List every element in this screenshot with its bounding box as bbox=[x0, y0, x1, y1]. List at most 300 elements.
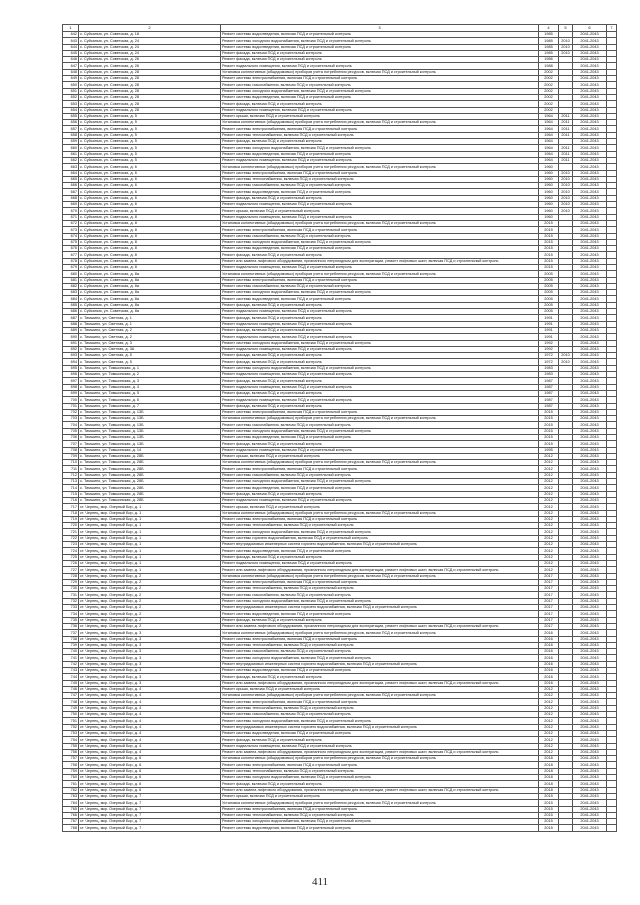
commission-year-cell: 1964 bbox=[539, 139, 559, 145]
planned-period-cell: 2041-2043 bbox=[573, 258, 607, 264]
work-type-cell: Установка коллективных (общедомовых) приборов учета потребления ресурсов, включая ПСД и строительный контроль bbox=[221, 756, 539, 762]
address-cell: ст. Чернец, мкр. Озерный Бор, д. 4 bbox=[79, 730, 221, 736]
row-number-cell: 660 bbox=[63, 145, 79, 151]
row-number-cell: 746 bbox=[63, 686, 79, 692]
address-cell: ст. Чернец, мкр. Озерный Бор, д. 6 bbox=[79, 781, 221, 787]
commission-year-cell: 2002 bbox=[539, 82, 559, 88]
address-cell: с. Суйсанью, ул. Советская, д. 8а bbox=[79, 290, 221, 296]
planned-period-cell: 2041-2043 bbox=[573, 384, 607, 390]
row-number-cell: 667 bbox=[63, 189, 79, 195]
commission-year-cell: 2018 bbox=[539, 768, 559, 774]
work-type-cell: Ремонт системы электроснабжения, включая ПСД и строительный контроль bbox=[221, 466, 539, 472]
row-number-cell: 693 bbox=[63, 353, 79, 359]
commission-year-cell: 2012 bbox=[539, 479, 559, 485]
address-cell: с. Суйсанью, ул. Советская, д. 28 bbox=[79, 101, 221, 107]
row-number-cell: 664 bbox=[63, 170, 79, 176]
planned-period-cell: 2041-2043 bbox=[573, 756, 607, 762]
work-type-cell: Ремонт крыши, включая ПСД и строительный контроль bbox=[221, 113, 539, 119]
work-type-cell: Ремонт фасада, включая ПСД и строительный контроль bbox=[221, 378, 539, 384]
work-type-cell: Ремонт системы теплоснабжения, включая ПСД и строительный контроль bbox=[221, 523, 539, 529]
planned-period-cell: 2041-2043 bbox=[573, 208, 607, 214]
work-type-cell: Ремонт системы электроснабжения, включая ПСД и строительный контроль bbox=[221, 806, 539, 812]
planned-period-cell: 2041-2043 bbox=[573, 491, 607, 497]
row-number-cell: 694 bbox=[63, 359, 79, 365]
work-type-cell: Ремонт фасада, включая ПСД и строительный контроль bbox=[221, 737, 539, 743]
address-cell: ст. Чернец, мкр. Озерный Бор, д. 1 bbox=[79, 529, 221, 535]
planned-period-cell: 2041-2043 bbox=[573, 57, 607, 63]
address-cell: ст. Чернец, мкр. Озерный Бор, д. 6 bbox=[79, 775, 221, 781]
work-type-cell: Ремонт подвального помещения, включая ПСД и строительный контроль bbox=[221, 309, 539, 315]
row-number-cell: 665 bbox=[63, 176, 79, 182]
address-cell: с. Суйсанью, ул. Советская, д. 6 bbox=[79, 195, 221, 201]
row-number-cell: 726 bbox=[63, 560, 79, 566]
work-type-cell: Ремонт системы газоснабжения, включая ПСД и строительный контроль bbox=[221, 649, 539, 655]
commission-year-cell: 1985 bbox=[539, 50, 559, 56]
address-cell: с. Тимшино, ул. Светлая, д. 5 bbox=[79, 359, 221, 365]
last-repair-year-cell: 2011 bbox=[559, 132, 573, 138]
planned-period-cell: 2041-2043 bbox=[573, 189, 607, 195]
planned-period-cell: 2041-2043 bbox=[573, 743, 607, 749]
work-type-cell: Ремонт фасада, включая ПСД и строительный контроль bbox=[221, 302, 539, 308]
planned-period-cell: 2041-2043 bbox=[573, 296, 607, 302]
planned-period-cell: 2041-2043 bbox=[573, 44, 607, 50]
planned-period-cell: 2041-2043 bbox=[573, 724, 607, 730]
work-type-cell: Установка коллективных (общедомовых) приборов учета потребления ресурсов, включая ПСД и строительный контроль bbox=[221, 693, 539, 699]
commission-year-cell: 1991 bbox=[539, 327, 559, 333]
commission-year-cell: 1992 bbox=[539, 340, 559, 346]
address-cell: с. Суйсанью, ул. Советская, д. 5 bbox=[79, 113, 221, 119]
commission-year-cell: 1987 bbox=[539, 397, 559, 403]
planned-period-cell: 2041-2043 bbox=[573, 346, 607, 352]
commission-year-cell: 1960 bbox=[539, 195, 559, 201]
commission-year-cell: 2012 bbox=[539, 516, 559, 522]
planned-period-cell: 2041-2043 bbox=[573, 510, 607, 516]
row-number-cell: 711 bbox=[63, 466, 79, 472]
row-number-cell: 670 bbox=[63, 208, 79, 214]
work-type-cell: Ремонт системы газоснабжения, включая ПСД и строительный контроль bbox=[221, 712, 539, 718]
row-number-cell: 692 bbox=[63, 346, 79, 352]
row-number-cell: 762 bbox=[63, 787, 79, 793]
row-number-cell: 705 bbox=[63, 428, 79, 434]
row-number-cell: 683 bbox=[63, 290, 79, 296]
planned-period-cell: 2041-2043 bbox=[573, 523, 607, 529]
commission-year-cell: 1964 bbox=[539, 120, 559, 126]
commission-year-cell: 1985 bbox=[539, 38, 559, 44]
address-cell: ст. Чернец, мкр. Озерный Бор, д. 6 bbox=[79, 756, 221, 762]
table-header-row bbox=[63, 25, 617, 32]
address-cell: с. Тимшино, ул. Тимшинская, д. 2 bbox=[79, 372, 221, 378]
row-number-cell: 695 bbox=[63, 365, 79, 371]
work-type-cell: Ремонт фасада, включая ПСД и строительный контроль bbox=[221, 403, 539, 409]
work-type-cell: Ремонт подвального помещения, включая ПСД и строительный контроль bbox=[221, 384, 539, 390]
planned-period-cell: 2041-2043 bbox=[573, 737, 607, 743]
planned-period-cell: 2041-2043 bbox=[573, 403, 607, 409]
work-type-cell: Ремонт или замена лифтового оборудования, признанного непригодным для эксплуатации, ремонт лифтовых шахт, включая ПСД и строительный контроль bbox=[221, 749, 539, 755]
planned-period-cell: 2041-2043 bbox=[573, 176, 607, 182]
commission-year-cell: 2015 bbox=[539, 435, 559, 441]
work-type-cell: Установка коллективных (общедомовых) приборов учета потребления ресурсов, включая ПСД и строительный контроль bbox=[221, 271, 539, 277]
commission-year-cell: 2005 bbox=[539, 296, 559, 302]
commission-year-cell: 2017 bbox=[539, 605, 559, 611]
planned-period-cell: 2041-2043 bbox=[573, 76, 607, 82]
row-number-cell: 747 bbox=[63, 693, 79, 699]
column-number-1: 1 bbox=[63, 25, 79, 32]
work-type-cell: Ремонт фасада, включая ПСД и строительный контроль bbox=[221, 50, 539, 56]
planned-period-cell: 2041-2043 bbox=[573, 428, 607, 434]
work-type-cell: Ремонт подвального помещения, включая ПСД и строительный контроль bbox=[221, 743, 539, 749]
planned-period-cell: 2041-2043 bbox=[573, 151, 607, 157]
planned-period-cell: 2041-2043 bbox=[573, 290, 607, 296]
row-number-cell: 748 bbox=[63, 699, 79, 705]
row-number-cell: 753 bbox=[63, 730, 79, 736]
row-number-cell: 704 bbox=[63, 422, 79, 428]
address-cell: ст. Чернец, мкр. Озерный Бор, д. 3 bbox=[79, 636, 221, 642]
last-repair-year-cell: 2011 bbox=[559, 126, 573, 132]
commission-year-cell: 2015 bbox=[539, 812, 559, 818]
address-cell: с. Суйсанью, ул. Советская, д. 5 bbox=[79, 145, 221, 151]
row-number-cell: 767 bbox=[63, 819, 79, 825]
planned-period-cell: 2041-2043 bbox=[573, 101, 607, 107]
commission-year-cell: 2016 bbox=[539, 661, 559, 667]
row-number-cell: 686 bbox=[63, 309, 79, 315]
commission-year-cell: 1988 bbox=[539, 63, 559, 69]
work-type-cell: Ремонт системы газоснабжения, включая ПСД и строительный контроль bbox=[221, 283, 539, 289]
address-cell: с. Суйсанью, ул. Советская, д. 6 bbox=[79, 202, 221, 208]
planned-period-cell: 2041-2043 bbox=[573, 560, 607, 566]
commission-year-cell: 2016 bbox=[539, 636, 559, 642]
row-number-cell: 679 bbox=[63, 264, 79, 270]
row-number-cell: 654 bbox=[63, 107, 79, 113]
commission-year-cell: 2012 bbox=[539, 560, 559, 566]
work-type-cell: Ремонт фасада, включая ПСД и строительный контроль bbox=[221, 674, 539, 680]
commission-year-cell: 2012 bbox=[539, 705, 559, 711]
address-cell: с. Суйсанью, ул. Советская, д. 5 bbox=[79, 139, 221, 145]
row-number-cell: 741 bbox=[63, 655, 79, 661]
work-type-cell: Ремонт подвального помещения, включая ПСД и строительный контроль bbox=[221, 264, 539, 270]
row-number-cell: 764 bbox=[63, 800, 79, 806]
row-number-cell: 649 bbox=[63, 76, 79, 82]
commission-year-cell: 2012 bbox=[539, 485, 559, 491]
address-cell: ст. Чернец, мкр. Озерный Бор, д. 4 bbox=[79, 699, 221, 705]
planned-period-cell: 2041-2043 bbox=[573, 227, 607, 233]
work-type-cell: Ремонт системы газоснабжения, включая ПСД и строительный контроль bbox=[221, 183, 539, 189]
planned-period-cell: 2041-2043 bbox=[573, 730, 607, 736]
commission-year-cell: 1960 bbox=[539, 170, 559, 176]
planned-period-cell: 2041-2043 bbox=[573, 409, 607, 415]
address-cell: с. Суйсанью, ул. Советская, д. 8 bbox=[79, 258, 221, 264]
commission-year-cell: 1985 bbox=[539, 44, 559, 50]
row-number-cell: 750 bbox=[63, 712, 79, 718]
planned-period-cell: 2041-2043 bbox=[573, 277, 607, 283]
last-repair-year-cell: 2010 bbox=[559, 353, 573, 359]
work-type-cell: Ремонт фасада, включая ПСД и строительный контроль bbox=[221, 195, 539, 201]
planned-period-cell: 2041-2043 bbox=[573, 164, 607, 170]
address-cell: ст. Чернец, мкр. Озерный Бор, д. 1 bbox=[79, 535, 221, 541]
last-repair-year-cell: 2010 bbox=[559, 208, 573, 214]
commission-year-cell: 2012 bbox=[539, 749, 559, 755]
commission-year-cell: 2016 bbox=[539, 649, 559, 655]
row-number-cell: 689 bbox=[63, 327, 79, 333]
commission-year-cell: 2017 bbox=[539, 623, 559, 629]
planned-period-cell: 2041-2043 bbox=[573, 183, 607, 189]
work-type-cell: Ремонт фасада, включая ПСД и строительный контроль bbox=[221, 252, 539, 258]
work-type-cell: Ремонт системы теплоснабжения, включая ПСД и строительный контроль bbox=[221, 176, 539, 182]
row-number-cell: 745 bbox=[63, 680, 79, 686]
planned-period-cell: 2041-2043 bbox=[573, 302, 607, 308]
planned-period-cell: 2041-2043 bbox=[573, 233, 607, 239]
commission-year-cell: 2012 bbox=[539, 718, 559, 724]
work-type-cell: Ремонт подвального помещения, включая ПСД и строительный контроль bbox=[221, 63, 539, 69]
commission-year-cell: 2005 bbox=[539, 271, 559, 277]
planned-period-cell: 2041-2043 bbox=[573, 435, 607, 441]
planned-period-cell: 2041-2043 bbox=[573, 334, 607, 340]
work-type-cell: Ремонт системы теплоснабжения, включая ПСД и строительный контроль bbox=[221, 586, 539, 592]
row-number-cell: 708 bbox=[63, 447, 79, 453]
column-number-3: 3 bbox=[221, 25, 539, 32]
commission-year-cell: 2002 bbox=[539, 69, 559, 75]
row-number-cell: 702 bbox=[63, 409, 79, 415]
work-type-cell: Ремонт фасада, включая ПСД и строительный контроль bbox=[221, 554, 539, 560]
commission-year-cell: 1972 bbox=[539, 359, 559, 365]
commission-year-cell: 2002 bbox=[539, 76, 559, 82]
planned-period-cell: 2041-2043 bbox=[573, 139, 607, 145]
commission-year-cell: 2015 bbox=[539, 227, 559, 233]
row-number-cell: 642 bbox=[63, 32, 79, 38]
row-number-cell: 656 bbox=[63, 120, 79, 126]
address-cell: с. Тимшино, ул. Тимшинская, д. 13Б bbox=[79, 441, 221, 447]
row-number-cell: 676 bbox=[63, 246, 79, 252]
planned-period-cell: 2041-2043 bbox=[573, 504, 607, 510]
planned-period-cell: 2041-2043 bbox=[573, 718, 607, 724]
row-number-cell: 755 bbox=[63, 743, 79, 749]
work-type-cell: Ремонт системы холодного водоснабжения, включая ПСД и строительный контроль bbox=[221, 819, 539, 825]
address-cell: с. Суйсанью, ул. Советская, д. 8а bbox=[79, 271, 221, 277]
row-number-cell: 655 bbox=[63, 113, 79, 119]
row-number-cell: 716 bbox=[63, 497, 79, 503]
row-number-cell: 677 bbox=[63, 252, 79, 258]
row-number-cell: 669 bbox=[63, 202, 79, 208]
address-cell: ст. Чернец, мкр. Озерный Бор, д. 2 bbox=[79, 573, 221, 579]
work-type-cell: Ремонт системы холодного водоснабжения, включая ПСД и строительный контроль bbox=[221, 38, 539, 44]
address-cell: ст. Чернец, мкр. Озерный Бор, д. 1 bbox=[79, 567, 221, 573]
row-number-cell: 685 bbox=[63, 302, 79, 308]
page-number: 411 bbox=[311, 876, 329, 888]
address-cell: с. Суйсанью, ул. Советская, д. 8а bbox=[79, 302, 221, 308]
commission-year-cell: 1992 bbox=[539, 346, 559, 352]
address-cell: с. Суйсанью, ул. Советская, д. 6 bbox=[79, 164, 221, 170]
row-number-cell: 727 bbox=[63, 567, 79, 573]
work-type-cell: Ремонт подвального помещения, включая ПСД и строительный контроль bbox=[221, 157, 539, 163]
address-cell: с. Суйсанью, ул. Советская, д. 8 bbox=[79, 264, 221, 270]
work-type-cell: Ремонт крыши, включая ПСД и строительный контроль bbox=[221, 504, 539, 510]
address-cell: с. Суйсанью, ул. Советская, д. 8 bbox=[79, 208, 221, 214]
commission-year-cell: 2012 bbox=[539, 453, 559, 459]
last-repair-year-cell: 2011 bbox=[559, 113, 573, 119]
work-type-cell: Ремонт фасада, включая ПСД и строительный контроль bbox=[221, 781, 539, 787]
last-repair-year-cell: 2010 bbox=[559, 195, 573, 201]
commission-year-cell: 2015 bbox=[539, 800, 559, 806]
planned-period-cell: 2041-2043 bbox=[573, 649, 607, 655]
planned-period-cell: 2041-2043 bbox=[573, 315, 607, 321]
planned-period-cell: 2041-2043 bbox=[573, 264, 607, 270]
address-cell: с. Суйсанью, ул. Советская, д. 8а bbox=[79, 277, 221, 283]
last-repair-year-cell: 2011 bbox=[559, 145, 573, 151]
work-type-cell: Ремонт подвального помещения, включая ПСД и строительный контроль bbox=[221, 334, 539, 340]
commission-year-cell: 1985 bbox=[539, 32, 559, 38]
planned-period-cell: 2041-2043 bbox=[573, 705, 607, 711]
planned-period-cell: 2041-2043 bbox=[573, 32, 607, 38]
work-type-cell: Ремонт системы холодного водоснабжения, включая ПСД и строительный контроль bbox=[221, 598, 539, 604]
address-cell: ст. Чернец, мкр. Озерный Бор, д. 1 bbox=[79, 510, 221, 516]
planned-period-cell: 2041-2043 bbox=[573, 768, 607, 774]
work-type-cell: Установка коллективных (общедомовых) приборов учета потребления ресурсов, включая ПСД и строительный контроль bbox=[221, 510, 539, 516]
address-cell: с. Суйсанью, ул. Советская, д. 28 bbox=[79, 107, 221, 113]
work-type-cell: Ремонт или замена лифтового оборудования, признанного непригодным для эксплуатации, ремонт лифтовых шахт, включая ПСД и строительный контроль bbox=[221, 567, 539, 573]
work-type-cell: Ремонт системы теплоснабжения, включая ПСД и строительный контроль bbox=[221, 642, 539, 648]
address-cell: с. Суйсанью, ул. Советская, д. 26 bbox=[79, 63, 221, 69]
planned-period-cell: 2041-2043 bbox=[573, 667, 607, 673]
address-cell: с. Тимшино, ул. Тимшинская, д. 13Б bbox=[79, 416, 221, 422]
row-number-cell: 709 bbox=[63, 453, 79, 459]
address-cell: ст. Чернец, мкр. Озерный Бор, д. 4 bbox=[79, 693, 221, 699]
work-type-cell: Ремонт системы газоснабжения, включая ПСД и строительный контроль bbox=[221, 233, 539, 239]
row-number-cell: 763 bbox=[63, 793, 79, 799]
address-cell: с. Тимшино, ул. Тимшинская, д. 28Б bbox=[79, 453, 221, 459]
last-repair-year-cell: 2010 bbox=[559, 50, 573, 56]
planned-period-cell: 2041-2043 bbox=[573, 50, 607, 56]
commission-year-cell: 2016 bbox=[539, 667, 559, 673]
row-number-cell: 647 bbox=[63, 63, 79, 69]
planned-period-cell: 2041-2043 bbox=[573, 453, 607, 459]
planned-period-cell: 2041-2043 bbox=[573, 800, 607, 806]
row-number-cell: 724 bbox=[63, 548, 79, 554]
work-type-cell: Установка коллективных (общедомовых) приборов учета потребления ресурсов, включая ПСД и строительный контроль bbox=[221, 800, 539, 806]
planned-period-cell: 2041-2043 bbox=[573, 762, 607, 768]
commission-year-cell: 1960 bbox=[539, 214, 559, 220]
planned-period-cell: 2041-2043 bbox=[573, 605, 607, 611]
planned-period-cell: 2041-2043 bbox=[573, 466, 607, 472]
last-repair-year-cell: 2011 bbox=[559, 120, 573, 126]
work-type-cell: Ремонт системы холодного водоснабжения, включая ПСД и строительный контроль bbox=[221, 718, 539, 724]
row-number-cell: 749 bbox=[63, 705, 79, 711]
commission-year-cell: 1960 bbox=[539, 183, 559, 189]
planned-period-cell: 2041-2043 bbox=[573, 157, 607, 163]
work-type-cell: Установка коллективных (общедомовых) приборов учета потребления ресурсов, включая ПСД и строительный контроль bbox=[221, 164, 539, 170]
work-type-cell: Ремонт системы холодного водоснабжения, включая ПСД и строительный контроль bbox=[221, 775, 539, 781]
address-cell: с. Тимшино, ул. Тимшинская, д. 13Б bbox=[79, 428, 221, 434]
work-type-cell: Установка коллективных (общедомовых) приборов учета потребления ресурсов, включая ПСД и строительный контроль bbox=[221, 630, 539, 636]
address-cell: ст. Чернец, мкр. Озерный Бор, д. 6 bbox=[79, 768, 221, 774]
work-type-cell: Установка коллективных (общедомовых) приборов учета потребления ресурсов, включая ПСД и строительный контроль bbox=[221, 220, 539, 226]
planned-period-cell: 2041-2043 bbox=[573, 422, 607, 428]
address-cell: ст. Чернец, мкр. Озерный Бор, д. 6 bbox=[79, 787, 221, 793]
row-number-cell: 668 bbox=[63, 195, 79, 201]
planned-period-cell: 2041-2043 bbox=[573, 220, 607, 226]
row-number-cell: 721 bbox=[63, 529, 79, 535]
address-cell: ст. Чернец, мкр. Озерный Бор, д. 2 bbox=[79, 592, 221, 598]
row-number-cell: 751 bbox=[63, 718, 79, 724]
work-type-cell: Ремонт системы водоотведения, включая ПСД и строительный контроль bbox=[221, 667, 539, 673]
work-type-cell: Ремонт фасада, включая ПСД и строительный контроль bbox=[221, 359, 539, 365]
row-number-cell: 698 bbox=[63, 384, 79, 390]
address-cell: ст. Чернец, мкр. Озерный Бор, д. 3 bbox=[79, 667, 221, 673]
commission-year-cell: 2012 bbox=[539, 737, 559, 743]
row-number-cell: 743 bbox=[63, 667, 79, 673]
work-type-cell: Ремонт системы водоотведения, включая ПСД и строительный контроль bbox=[221, 151, 539, 157]
last-repair-year-cell: 2010 bbox=[559, 38, 573, 44]
row-number-cell: 737 bbox=[63, 630, 79, 636]
planned-period-cell: 2041-2043 bbox=[573, 781, 607, 787]
commission-year-cell: 2015 bbox=[539, 233, 559, 239]
row-number-cell: 729 bbox=[63, 579, 79, 585]
work-type-cell: Ремонт системы электроснабжения, включая ПСД и строительный контроль bbox=[221, 170, 539, 176]
work-type-cell: Ремонт системы электроснабжения, включая ПСД и строительный контроль bbox=[221, 277, 539, 283]
address-cell: ст. Чернец, мкр. Озерный Бор, д. 2 bbox=[79, 605, 221, 611]
row-number-cell: 661 bbox=[63, 151, 79, 157]
address-cell: ст. Чернец, мкр. Озерный Бор, д. 1 bbox=[79, 554, 221, 560]
planned-period-cell: 2041-2043 bbox=[573, 749, 607, 755]
commission-year-cell: 2012 bbox=[539, 542, 559, 548]
row-number-cell: 759 bbox=[63, 768, 79, 774]
row-number-cell: 731 bbox=[63, 592, 79, 598]
row-number-cell: 675 bbox=[63, 239, 79, 245]
commission-year-cell: 2015 bbox=[539, 239, 559, 245]
work-type-cell: Ремонт или замена лифтового оборудования, признанного непригодным для эксплуатации, ремонт лифтовых шахт, включая ПСД и строительный контроль bbox=[221, 787, 539, 793]
commission-year-cell: 2015 bbox=[539, 793, 559, 799]
address-cell: ст. Чернец, мкр. Озерный Бор, д. 1 bbox=[79, 548, 221, 554]
work-type-cell: Ремонт системы горячего водоснабжения, включая ПСД и строительный контроль bbox=[221, 535, 539, 541]
planned-period-cell: 2041-2043 bbox=[573, 88, 607, 94]
row-number-cell: 697 bbox=[63, 378, 79, 384]
commission-year-cell: 2002 bbox=[539, 107, 559, 113]
address-cell: ст. Чернец, мкр. Озерный Бор, д. 7 bbox=[79, 812, 221, 818]
last-repair-year-cell: 2010 bbox=[559, 189, 573, 195]
planned-period-cell: 2041-2043 bbox=[573, 680, 607, 686]
capital-repair-table bbox=[62, 24, 617, 832]
work-type-cell: Ремонт крыши, включая ПСД и строительный контроль bbox=[221, 686, 539, 692]
commission-year-cell: 2012 bbox=[539, 466, 559, 472]
planned-period-cell: 2041-2043 bbox=[573, 416, 607, 422]
row-number-cell: 681 bbox=[63, 277, 79, 283]
work-type-cell: Ремонт внутридомовых инженерных систем горячего водоснабжения, включая ПСД и строительный контроль bbox=[221, 605, 539, 611]
work-type-cell: Ремонт системы водоотведения, включая ПСД и строительный контроль bbox=[221, 32, 539, 38]
commission-year-cell: 2015 bbox=[539, 246, 559, 252]
commission-year-cell: 2016 bbox=[539, 674, 559, 680]
row-number-cell: 687 bbox=[63, 315, 79, 321]
work-type-cell: Ремонт системы газоснабжения, включая ПСД и строительный контроль bbox=[221, 472, 539, 478]
row-number-cell: 761 bbox=[63, 781, 79, 787]
work-type-cell: Ремонт системы водоотведения, включая ПСД и строительный контроль bbox=[221, 548, 539, 554]
address-cell: с. Тимшино, ул. Тимшинская, д. 28Б bbox=[79, 472, 221, 478]
work-type-cell: Ремонт фасада, включая ПСД и строительный контроль bbox=[221, 491, 539, 497]
address-cell: ст. Чернец, мкр. Озерный Бор, д. 1 bbox=[79, 560, 221, 566]
planned-period-cell: 2041-2043 bbox=[573, 775, 607, 781]
commission-year-cell: 1964 bbox=[539, 126, 559, 132]
row-number-cell: 754 bbox=[63, 737, 79, 743]
address-cell: с. Суйсанью, ул. Советская, д. 28 bbox=[79, 76, 221, 82]
planned-period-cell: 2041-2043 bbox=[573, 699, 607, 705]
commission-year-cell: 1991 bbox=[539, 321, 559, 327]
address-cell: с. Суйсанью, ул. Советская, д. 5 bbox=[79, 120, 221, 126]
row-number-cell: 768 bbox=[63, 825, 79, 831]
address-cell: с. Тимшино, ул. Светлая, д. 1 bbox=[79, 315, 221, 321]
planned-period-cell: 2041-2043 bbox=[573, 69, 607, 75]
commission-year-cell: 2018 bbox=[539, 762, 559, 768]
row-number-cell: 734 bbox=[63, 611, 79, 617]
work-type-cell: Ремонт системы теплоснабжения, включая ПСД и строительный контроль bbox=[221, 705, 539, 711]
commission-year-cell: 2015 bbox=[539, 258, 559, 264]
work-type-cell: Установка коллективных (общедомовых) приборов учета потребления ресурсов, включая ПСД и строительный контроль bbox=[221, 573, 539, 579]
